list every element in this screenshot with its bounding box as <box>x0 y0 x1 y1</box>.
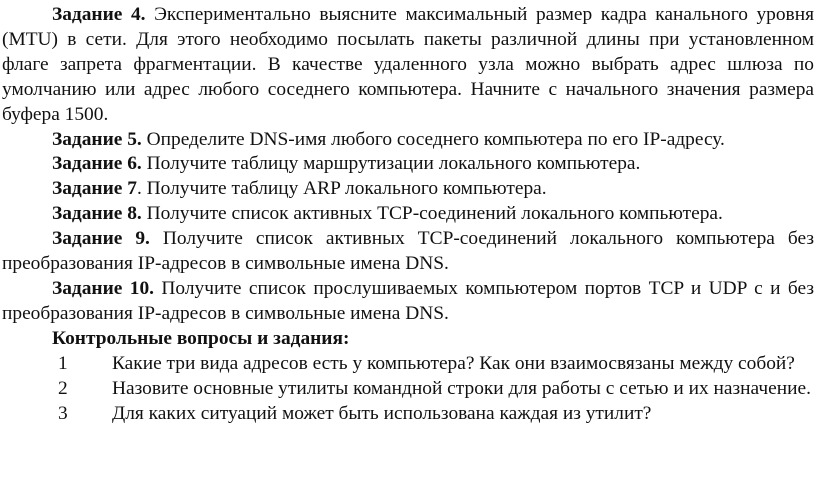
question-1 <box>2 352 814 377</box>
questions-heading-text: Контрольные вопросы и задания: <box>52 327 350 349</box>
task-7 <box>2 177 814 202</box>
question-3 <box>2 402 814 427</box>
question-text: Какие три вида адресов есть у компьютера? Как они взаимосвязаны между собой? <box>112 352 795 374</box>
task-text: Получите список активных TCP-соединений локального компьютера без преобразования IP-адресов в символьные имена DNS. <box>2 228 814 275</box>
task-label: Задание 6. <box>52 153 142 175</box>
task-text: Получите таблицу маршрутизации локального компьютера. <box>141 153 641 175</box>
task-label: Задание 4. <box>52 4 146 25</box>
task-label: Задание 7 <box>52 178 137 200</box>
question-text: Для каких ситуаций может быть использована каждая из утилит? <box>112 402 652 424</box>
questions-heading <box>2 327 814 352</box>
question-2 <box>2 377 814 402</box>
task-text: Экспериментально выясните максимальный размер кадра канального уровня (MTU) в сети. Для этого необходимо посылать пакеты различной длины при установленном флаге запрета фрагментации. В качестве удаленного узла можно выбрать адрес шлюза по умолчанию или адрес любого соседнего компьютера. Начните с начального значения размера буфера 1500. <box>2 4 814 125</box>
task-9 <box>2 227 814 277</box>
task-8 <box>2 202 814 227</box>
task-4 <box>2 3 814 128</box>
task-label: Задание 8. <box>52 203 142 225</box>
question-number: 1 <box>58 352 68 374</box>
task-text: Определите DNS-имя любого соседнего компьютера по его IP-адресу. <box>141 128 725 150</box>
task-text: Получите список прослушиваемых компьютером портов TCP и UDP с и без преобразования IP-адресов в символьные имена DNS. <box>2 277 814 324</box>
task-text: . Получите таблицу ARP локального компьютера. <box>136 178 547 200</box>
question-number: 3 <box>58 402 68 424</box>
question-number: 2 <box>58 377 68 399</box>
task-label: Задание 9. <box>52 228 150 250</box>
task-label: Задание 5. <box>52 128 142 150</box>
task-10 <box>2 277 814 327</box>
task-label: Задание 10. <box>52 277 155 299</box>
task-text: Получите список активных TCP-соединений локального компьютера. <box>141 203 723 225</box>
question-text: Назовите основные утилиты командной строки для работы с сетью и их назначение. <box>112 377 811 399</box>
task-6 <box>2 152 814 177</box>
task-5 <box>2 128 814 153</box>
